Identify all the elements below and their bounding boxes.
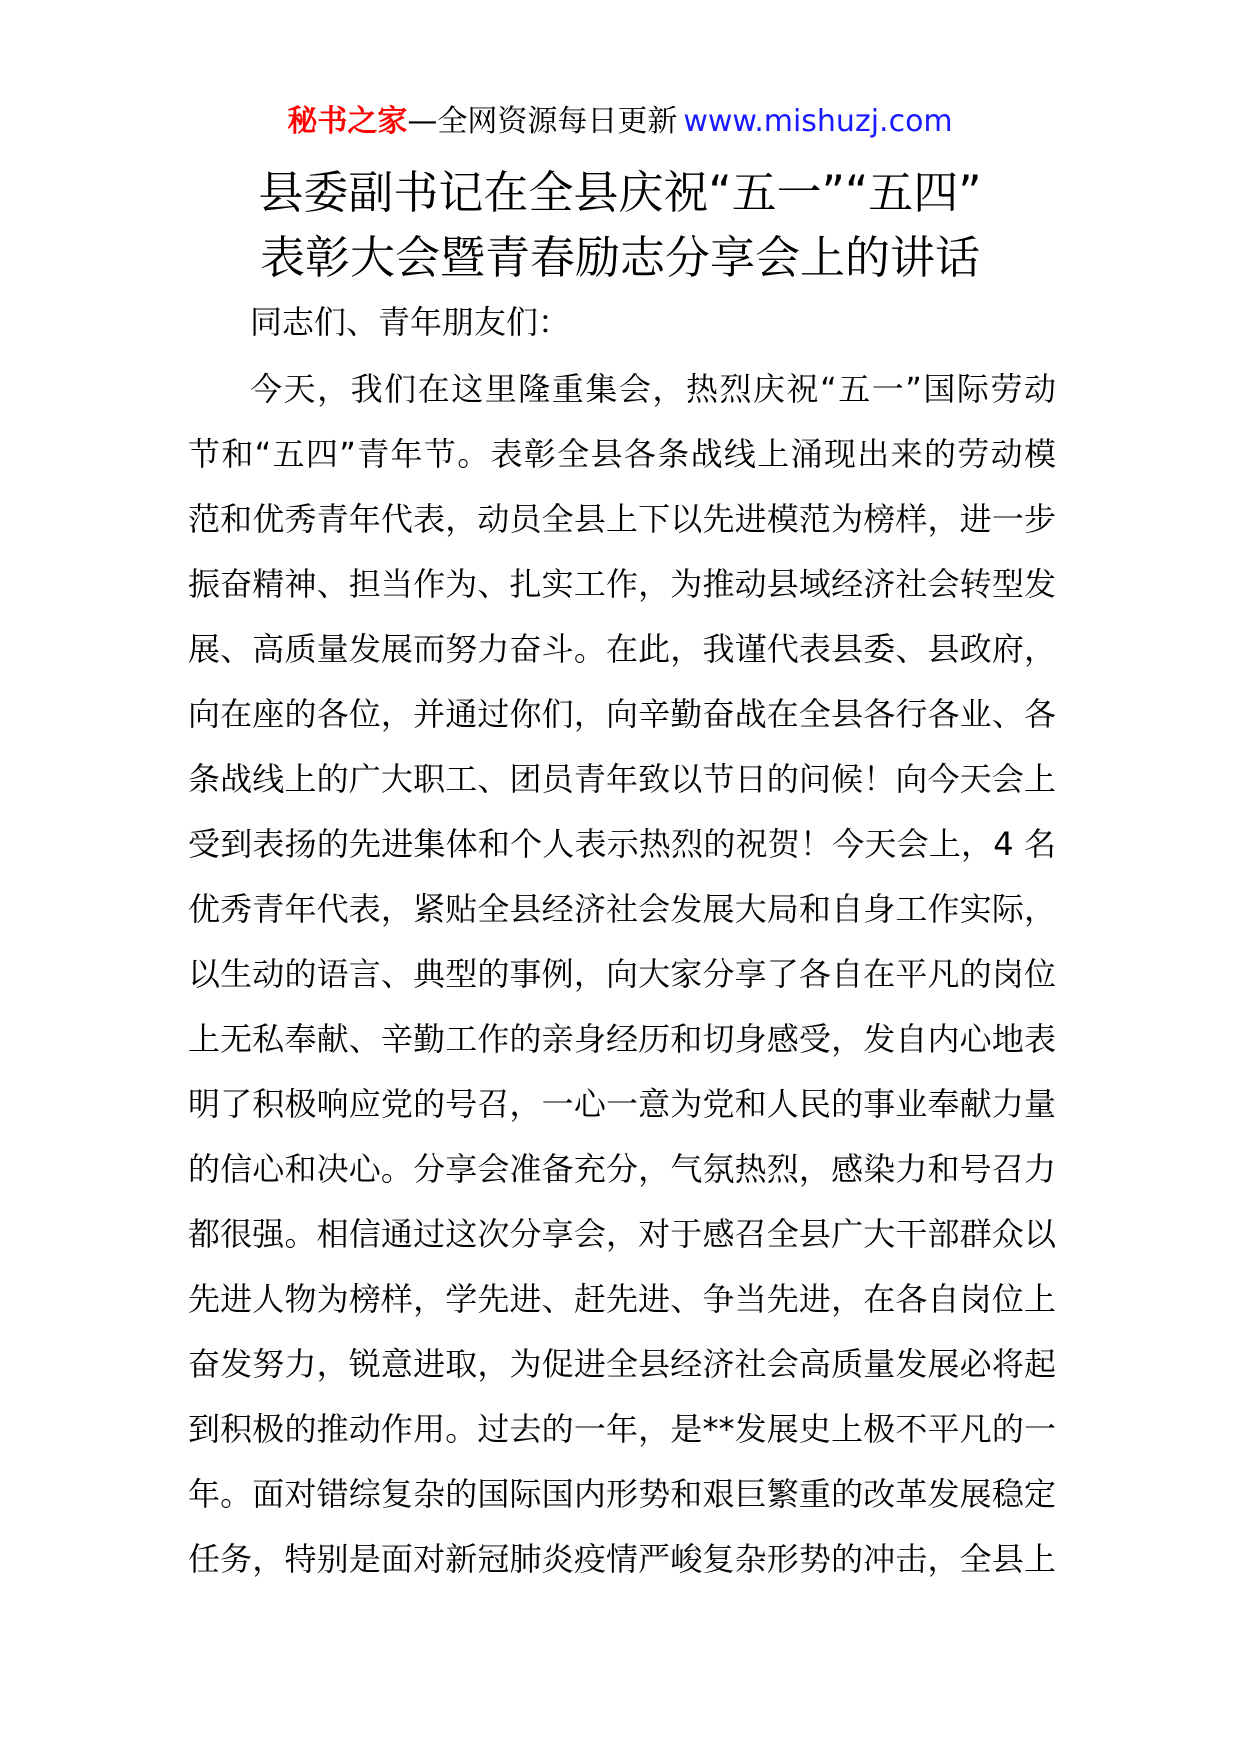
site-header bbox=[0, 100, 1240, 144]
paragraph-line: 受到表扬的先进集体和个人表示热烈的祝贺！今天会上，4 名 bbox=[188, 825, 1056, 863]
site-url-link[interactable]: www.mishuzj.com bbox=[683, 104, 953, 139]
paragraph-line: 都很强。相信通过这次分享会，对于感召全县广大干部群众以 bbox=[188, 1215, 1056, 1253]
paragraph-line: 条战线上的广大职工、团员青年致以节日的问候！向今天会上 bbox=[188, 760, 1056, 798]
paragraph-line: 到积极的推动作用。过去的一年，是**发展史上极不平凡的一 bbox=[188, 1410, 1056, 1448]
paragraph-line: 年。面对错综复杂的国际国内形势和艰巨繁重的改革发展稳定 bbox=[188, 1475, 1056, 1513]
header-tagline: —全网资源每日更新 bbox=[407, 104, 678, 139]
body-paragraph bbox=[188, 364, 1056, 1599]
paragraph-line: 展、高质量发展而努力奋斗。在此，我谨代表县委、县政府， bbox=[188, 630, 1056, 668]
document-title-line-2: 表彰大会暨青春励志分享会上的讲话 bbox=[259, 231, 980, 284]
paragraph-line: 的信心和决心。分享会准备充分，气氛热烈，感染力和号召力 bbox=[188, 1150, 1056, 1188]
paragraph-line: 向在座的各位，并通过你们，向辛勤奋战在全县各行各业、各 bbox=[188, 695, 1056, 733]
paragraph-line: 奋发努力，锐意进取，为促进全县经济社会高质量发展必将起 bbox=[188, 1345, 1056, 1383]
paragraph-line: 节和“五四”青年节。表彰全县各条战线上涌现出来的劳动模 bbox=[188, 435, 1056, 473]
brand-name: 秘书之家 bbox=[287, 104, 408, 139]
document-title-line-1: 县委副书记在全县庆祝“五一”“五四” bbox=[258, 166, 982, 219]
paragraph-line: 明了积极响应党的号召，一心一意为党和人民的事业奉献力量 bbox=[188, 1085, 1056, 1123]
paragraph-line: 今天，我们在这里隆重集会，热烈庆祝“五一”国际劳动 bbox=[250, 370, 1056, 408]
paragraph-line: 范和优秀青年代表，动员全县上下以先进模范为榜样，进一步 bbox=[188, 500, 1056, 538]
paragraph-line: 任务，特别是面对新冠肺炎疫情严峻复杂形势的冲击，全县上 bbox=[188, 1540, 1056, 1578]
salutation: 同志们、青年朋友们： bbox=[250, 303, 571, 341]
paragraph-line: 优秀青年代表，紧贴全县经济社会发展大局和自身工作实际， bbox=[188, 890, 1056, 928]
paragraph-line: 振奋精神、担当作为、扎实工作，为推动县域经济社会转型发 bbox=[188, 565, 1056, 603]
paragraph-line: 先进人物为榜样，学先进、赶先进、争当先进，在各自岗位上 bbox=[188, 1280, 1056, 1318]
paragraph-line: 上无私奉献、辛勤工作的亲身经历和切身感受，发自内心地表 bbox=[188, 1020, 1056, 1058]
paragraph-line: 以生动的语言、典型的事例，向大家分享了各自在平凡的岗位 bbox=[188, 955, 1056, 993]
